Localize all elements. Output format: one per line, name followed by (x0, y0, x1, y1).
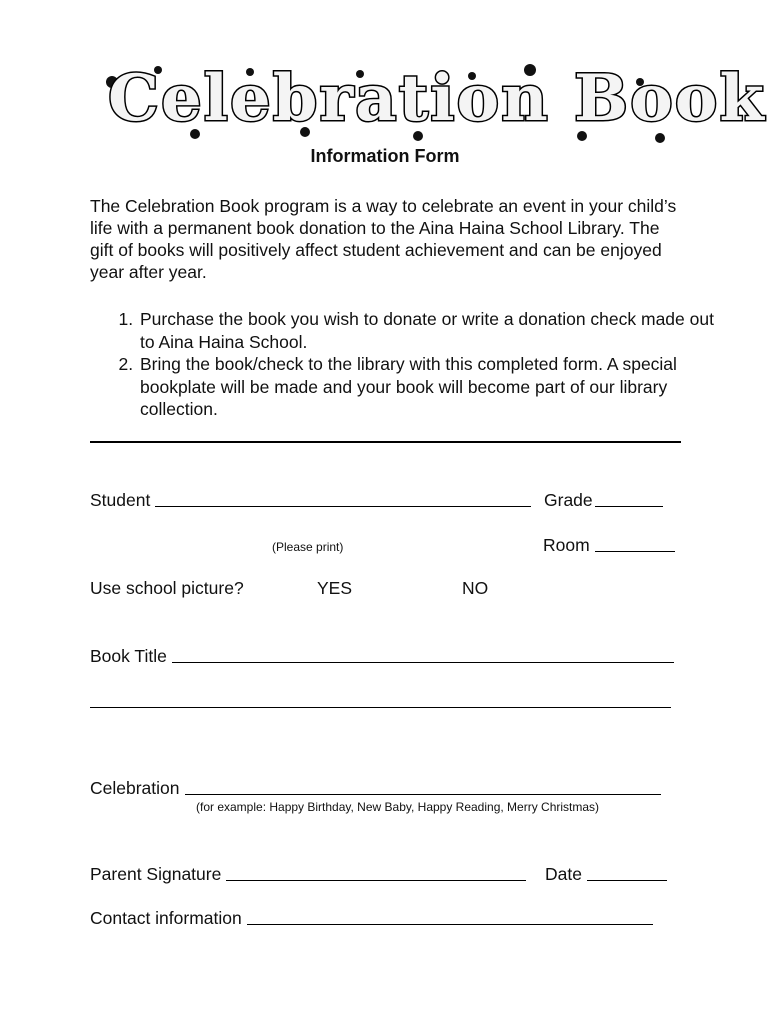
instructions-list (90, 308, 733, 421)
contact-field[interactable] (247, 924, 653, 925)
celebration-book-logo (100, 52, 766, 152)
form-title: Information Form (310, 146, 460, 166)
student-row (90, 490, 531, 511)
book-title-row (90, 646, 674, 667)
date-label: Date (545, 864, 582, 884)
no-option[interactable]: NO (462, 578, 489, 598)
student-label: Student (90, 490, 151, 510)
contact-label: Contact information (90, 908, 242, 928)
date-row (545, 864, 667, 885)
celebration-row (90, 778, 661, 799)
student-field[interactable] (155, 506, 531, 507)
grade-row (544, 490, 663, 511)
room-label: Room (543, 535, 590, 555)
room-row (543, 535, 675, 556)
contact-row (90, 908, 653, 929)
parent-signature-row (90, 864, 526, 885)
book-title-field-line-2[interactable] (90, 707, 671, 708)
celebration-field[interactable] (185, 794, 661, 795)
school-picture-label: Use school picture? (90, 578, 244, 598)
yes-option[interactable]: YES (317, 578, 353, 598)
book-title-label: Book Title (90, 646, 167, 666)
please-print-hint: (Please print) (272, 540, 344, 554)
intro-paragraph: The Celebration Book program is a way to celebrate an event in your child’s life with a permanent book donation to the Aina Haina School Library. The gift of books will positively affect student achievement and can be enjoyed year after year. (90, 196, 677, 282)
instruction-step: 1. Purchase the book you wish to donate or write a donation check made out to Aina Haina School. (138, 308, 733, 353)
celebration-example-hint: (for example: Happy Birthday, New Baby, Happy Reading, Merry Christmas) (196, 800, 600, 814)
logo-text: Celebration Book (108, 61, 766, 136)
grade-field[interactable] (595, 506, 663, 507)
grade-label: Grade (544, 490, 593, 510)
celebration-label: Celebration (90, 778, 180, 798)
instruction-step: 2. Bring the book/check to the library with this completed form. A special bookplate will be made and your book will become part of our library collection. (138, 353, 733, 421)
parent-signature-label: Parent Signature (90, 864, 222, 884)
date-field[interactable] (587, 880, 667, 881)
section-divider (90, 441, 681, 443)
parent-signature-field[interactable] (226, 880, 526, 881)
book-title-field[interactable] (172, 662, 674, 663)
room-field[interactable] (595, 551, 675, 552)
